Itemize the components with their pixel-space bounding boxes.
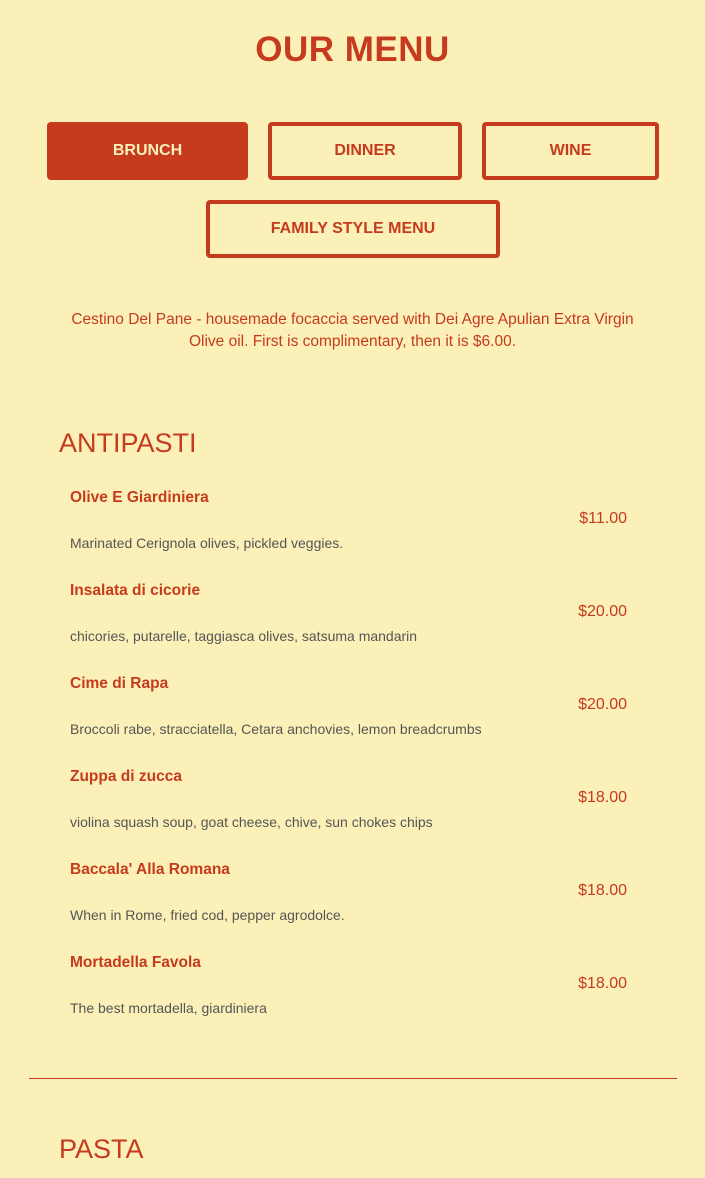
- menu-item: [70, 487, 627, 580]
- intro-note: Cestino Del Pane - housemade focaccia served with Dei Agre Apulian Extra Virgin Olive oil. First is complimentary, then it is $6.00.: [71, 311, 634, 350]
- menu-item-price: $20.00: [578, 603, 627, 620]
- menu-item-description: Marinated Cerignola olives, pickled veggies.: [70, 535, 344, 551]
- menu-item-name: Insalata di cicorie: [70, 582, 201, 599]
- tab-dinner[interactable]: DINNER: [268, 122, 462, 180]
- menu-item-price: $11.00: [579, 510, 627, 527]
- menu-item-name: Zuppa di zucca: [70, 768, 182, 785]
- section-heading-antipasti: ANTIPASTI: [59, 428, 197, 458]
- menu-item-name: Mortadella Favola: [70, 954, 201, 971]
- tab-family-style-menu[interactable]: FAMILY STYLE MENU: [206, 200, 500, 258]
- tab-wine[interactable]: WINE: [482, 122, 659, 180]
- menu-item: [70, 580, 627, 673]
- menu-item-description: chicories, putarelle, taggiasca olives, satsuma mandarin: [70, 628, 418, 644]
- section-divider: [29, 1078, 677, 1079]
- menu-item-price: $18.00: [578, 882, 627, 899]
- tab-brunch[interactable]: BRUNCH: [47, 122, 248, 180]
- menu-item-name: Baccala' Alla Romana: [70, 861, 230, 878]
- menu-item-name: Cime di Rapa: [70, 675, 169, 692]
- menu-item-description: Broccoli rabe, stracciatella, Cetara anchovies, lemon breadcrumbs: [70, 721, 482, 737]
- page-title: OUR MENU: [255, 30, 450, 69]
- menu-item-price: $18.00: [578, 975, 627, 992]
- section-heading-pasta: PASTA: [59, 1134, 144, 1164]
- menu-item: [70, 952, 627, 1045]
- menu-item-price: $20.00: [578, 696, 627, 713]
- menu-item-description: violina squash soup, goat cheese, chive, sun chokes chips: [70, 814, 433, 830]
- menu-item-name: Olive E Giardiniera: [70, 489, 209, 506]
- menu-item: [70, 859, 627, 952]
- menu-item-description: The best mortadella, giardiniera: [70, 1000, 267, 1016]
- antipasti-menu-list: [70, 487, 627, 1045]
- menu-item-description: When in Rome, fried cod, pepper agrodolce.: [70, 907, 345, 923]
- menu-item: [70, 766, 627, 859]
- menu-item-price: $18.00: [578, 789, 627, 806]
- menu-item: [70, 673, 627, 766]
